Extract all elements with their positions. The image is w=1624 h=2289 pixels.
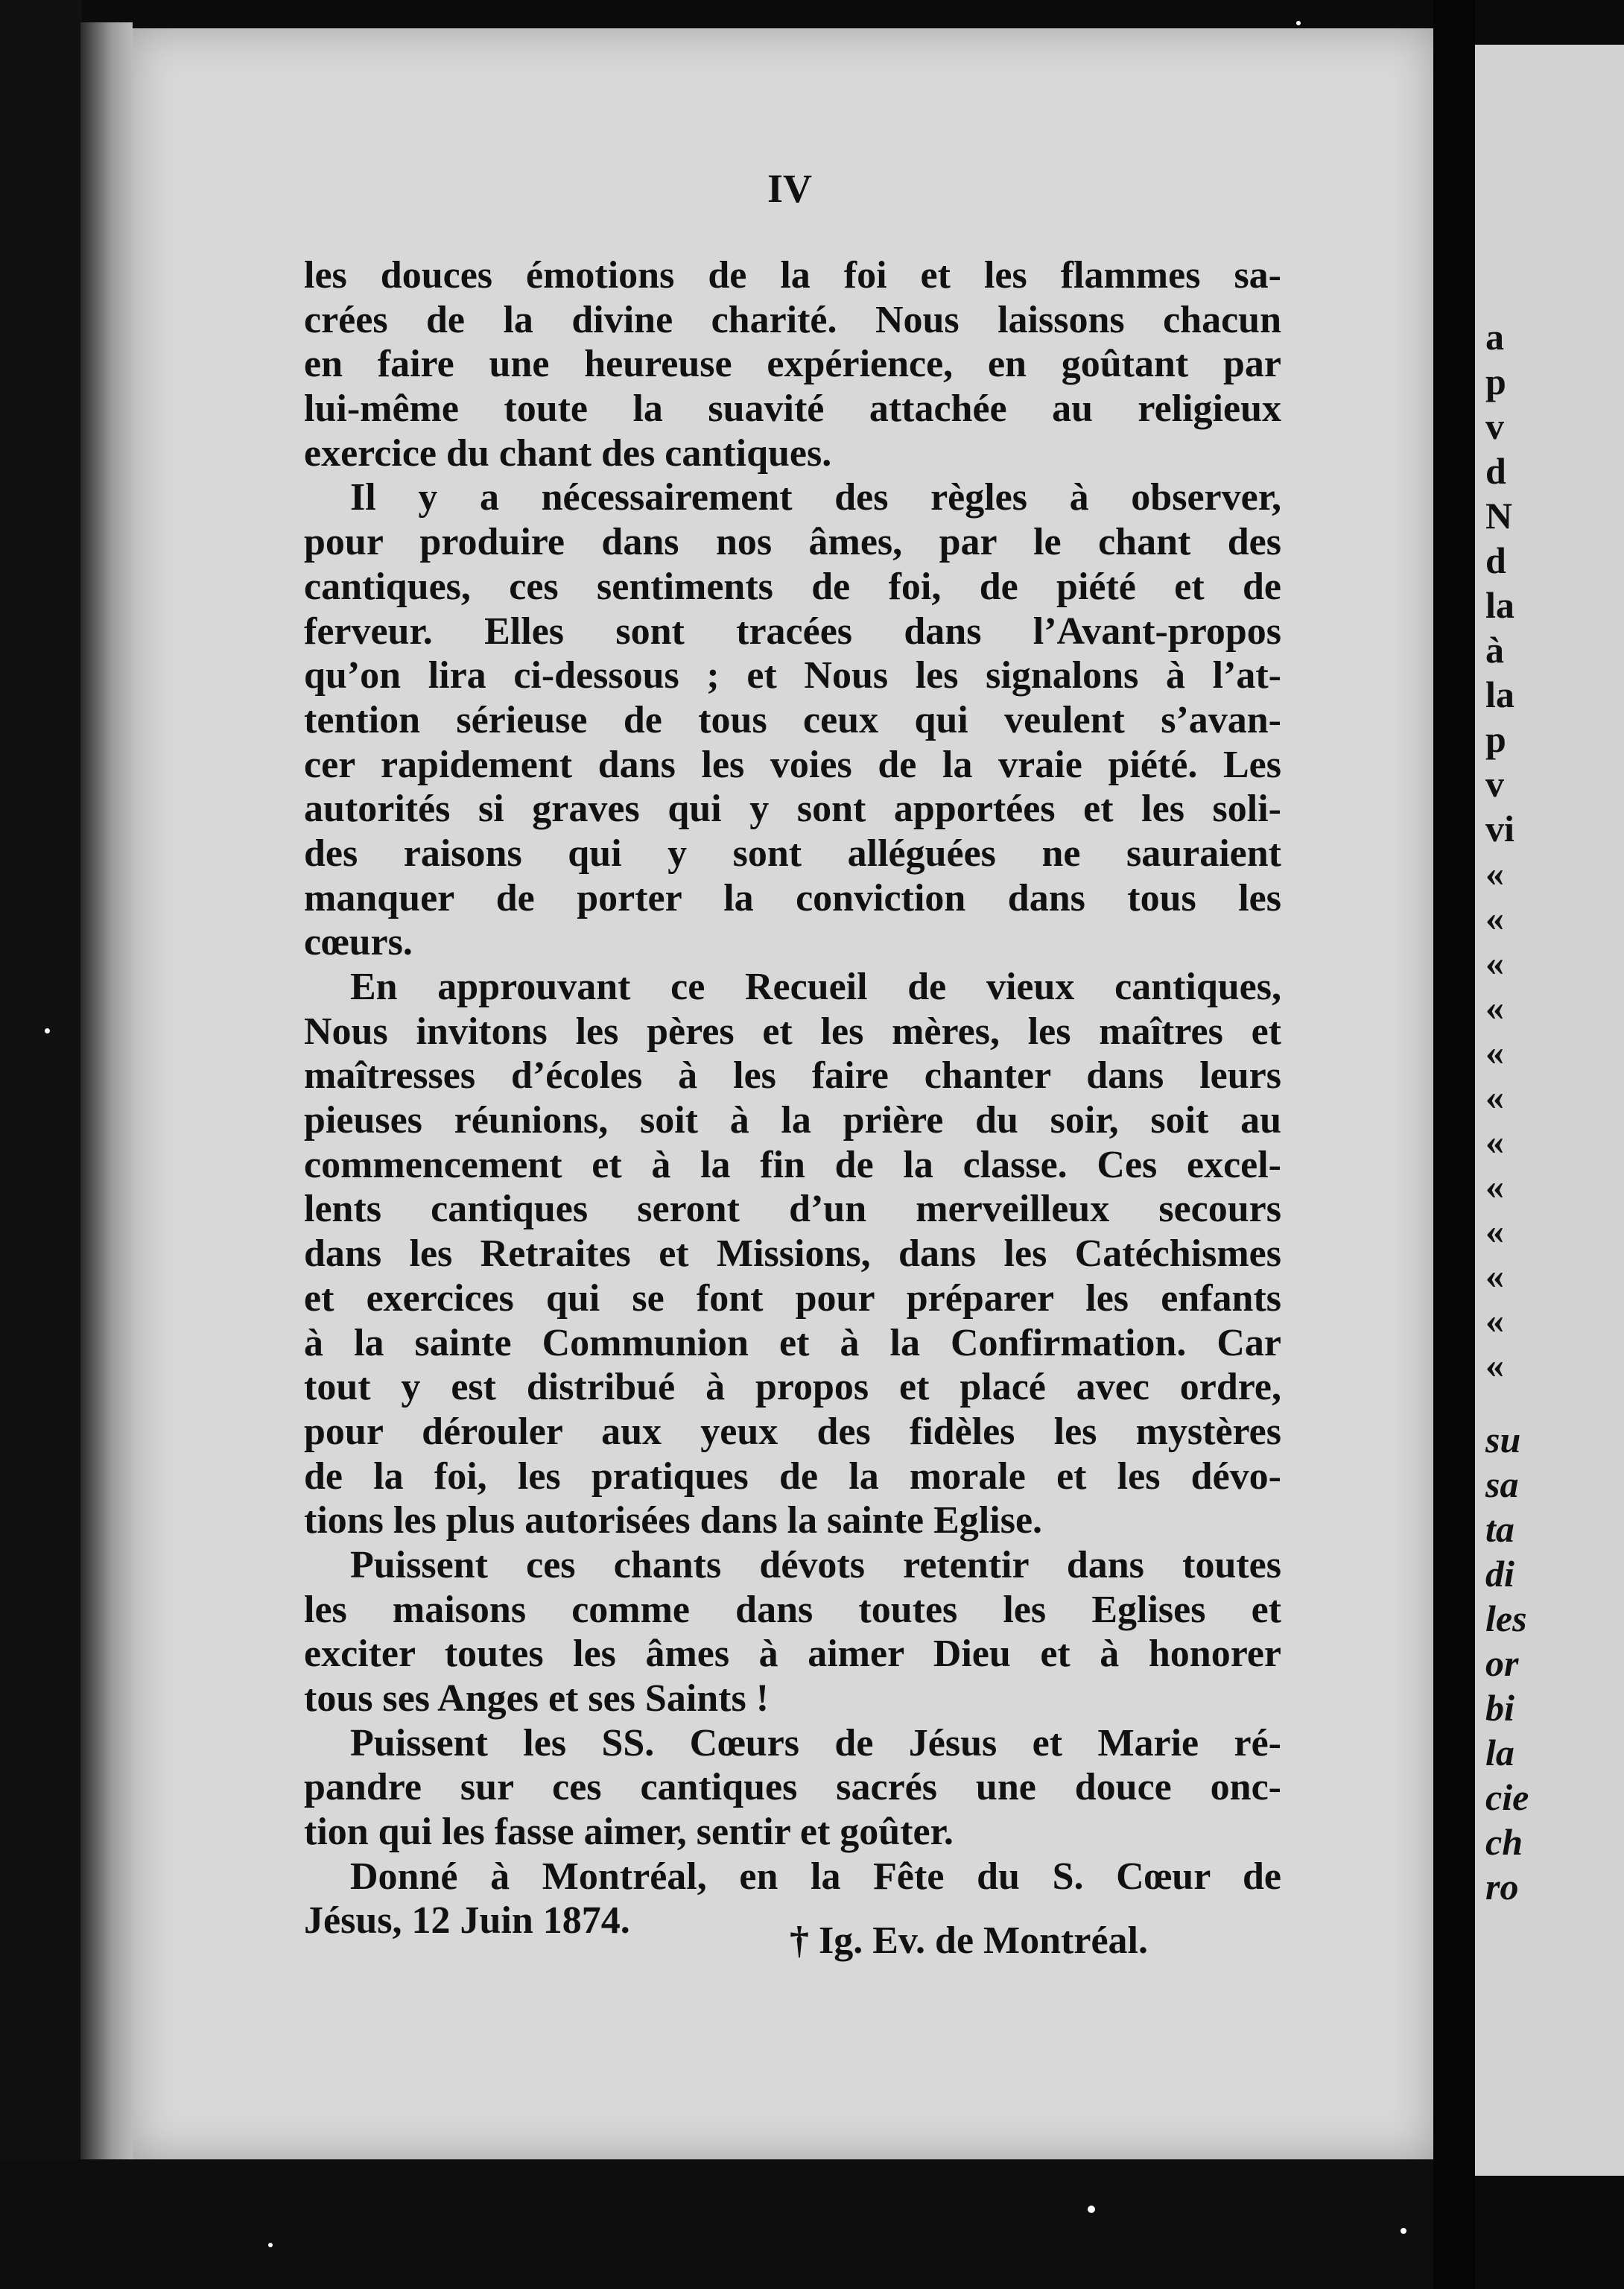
text-line: tous ses Anges et ses Saints ! xyxy=(304,1677,770,1720)
facing-italic-fragment: su xyxy=(1485,1419,1521,1460)
scan-speck xyxy=(1401,2228,1406,2234)
facing-fragment: « xyxy=(1485,1299,1504,1341)
facing-fragment: « xyxy=(1485,987,1504,1028)
text-line: pour dérouler aux yeux des fidèles les mystères xyxy=(304,1410,1281,1453)
facing-fragment: « xyxy=(1485,1121,1504,1162)
bottom-scan-border xyxy=(0,2159,1475,2289)
text-line: Donné à Montréal, en la Fête du S. Cœur de xyxy=(350,1855,1281,1898)
page-number: IV xyxy=(767,166,812,211)
facing-fragment: « xyxy=(1485,1210,1504,1252)
text-line: Il y a nécessairement des règles à observer, xyxy=(350,476,1281,519)
text-line: tout y est distribué à propos et placé avec ordre, xyxy=(304,1366,1281,1409)
text-line: tions les plus autorisées dans la sainte Eglise. xyxy=(304,1499,1043,1542)
facing-fragment: vi xyxy=(1485,808,1514,849)
facing-italic-fragment: ro xyxy=(1485,1866,1519,1908)
text-line: exciter toutes les âmes à aimer Dieu et à honorer xyxy=(304,1633,1281,1676)
facing-fragment: d xyxy=(1485,450,1506,492)
signature-line: † Ig. Ev. de Montréal. xyxy=(790,1919,1148,1962)
text-line: cœurs. xyxy=(304,921,413,964)
facing-fragment: p xyxy=(1485,361,1506,402)
scan-speck xyxy=(45,1028,50,1033)
facing-page-fragment xyxy=(1475,45,1624,2176)
text-line: Puissent les SS. Cœurs de Jésus et Marie ré- xyxy=(350,1721,1281,1764)
facing-italic-fragment: ta xyxy=(1485,1508,1514,1550)
facing-italic-fragment: ch xyxy=(1485,1821,1523,1863)
facing-italic-fragment: di xyxy=(1485,1553,1514,1595)
facing-fragment: « xyxy=(1485,1076,1504,1118)
scan-speck xyxy=(268,2243,273,2247)
text-line: lui-même toute la suavité attachée au religieux xyxy=(304,387,1281,431)
text-line: lents cantiques seront d’un merveilleux secours xyxy=(304,1188,1281,1231)
text-line: manquer de porter la conviction dans tous les xyxy=(304,876,1281,919)
facing-fragment: a xyxy=(1485,316,1504,358)
facing-fragment: « xyxy=(1485,852,1504,894)
text-line: Jésus, 12 Juin 1874. xyxy=(304,1899,630,1943)
facing-fragment: d xyxy=(1485,539,1506,581)
facing-fragment: « xyxy=(1485,1255,1504,1297)
facing-italic-fragment: bi xyxy=(1485,1687,1514,1729)
facing-italic-fragment: cie xyxy=(1485,1776,1529,1818)
page-edge xyxy=(80,22,133,2161)
facing-fragment: « xyxy=(1485,1344,1504,1386)
text-line: Puissent ces chants dévots retentir dans toutes xyxy=(350,1543,1281,1586)
book-gutter xyxy=(1433,0,1475,2289)
facing-fragment: « xyxy=(1485,897,1504,939)
facing-fragment: à xyxy=(1485,629,1504,671)
facing-fragment: la xyxy=(1485,674,1514,715)
text-line: en faire une heureuse expérience, en goûtant par xyxy=(304,343,1281,386)
text-line: tion qui les fasse aimer, sentir et goûter. xyxy=(304,1811,954,1854)
facing-fragment: « xyxy=(1485,942,1504,984)
text-line: crées de la divine charité. Nous laissons chacun xyxy=(304,298,1281,341)
facing-fragment: v xyxy=(1485,763,1504,805)
text-line: pandre sur ces cantiques sacrés une douce onc- xyxy=(304,1766,1281,1809)
text-line: à la sainte Communion et à la Confirmation. Car xyxy=(304,1321,1281,1364)
facing-italic-fragment: or xyxy=(1485,1642,1519,1684)
text-line: maîtresses d’écoles à les faire chanter dans leurs xyxy=(304,1054,1281,1098)
scan-speck xyxy=(1296,21,1301,25)
text-line: cantiques, ces sentiments de foi, de piété et de xyxy=(304,565,1281,608)
facing-italic-fragment: sa xyxy=(1485,1463,1519,1505)
text-line: autorités si graves qui y sont apportées et les soli- xyxy=(304,788,1281,831)
page-body-text xyxy=(304,253,1281,1943)
text-line: pour produire dans nos âmes, par le chant des xyxy=(304,521,1281,564)
text-line: pieuses réunions, soit à la prière du soir, soit au xyxy=(304,1099,1281,1142)
text-line: ferveur. Elles sont tracées dans l’Avant-propos xyxy=(304,610,1281,653)
facing-fragment: la xyxy=(1485,584,1514,626)
facing-fragment: v xyxy=(1485,405,1504,447)
text-line: tention sérieuse de tous ceux qui veulent s’avan- xyxy=(304,698,1281,741)
facing-fragment: « xyxy=(1485,1031,1504,1073)
facing-fragment: « xyxy=(1485,1165,1504,1207)
facing-italic-fragment: la xyxy=(1485,1732,1514,1773)
facing-italic-fragment: les xyxy=(1485,1598,1527,1639)
facing-fragment: p xyxy=(1485,718,1506,760)
text-line: les maisons comme dans toutes les Eglises et xyxy=(304,1588,1281,1631)
facing-fragment: N xyxy=(1485,495,1513,536)
text-line: les douces émotions de la foi et les flammes sa- xyxy=(304,254,1281,297)
text-line: dans les Retraites et Missions, dans les Catéchismes xyxy=(304,1232,1281,1276)
scan-speck xyxy=(1088,2206,1095,2213)
left-scan-border xyxy=(0,0,82,2289)
text-line: En approuvant ce Recueil de vieux cantiques, xyxy=(350,966,1281,1008)
text-line: de la foi, les pratiques de la morale et les dévo- xyxy=(304,1454,1281,1498)
text-line: qu’on lira ci-dessous ; et Nous les signalons à l’at- xyxy=(304,654,1281,697)
text-line: commencement et à la fin de la classe. Ces excel- xyxy=(304,1143,1281,1186)
text-line: exercice du chant des cantiques. xyxy=(304,431,832,475)
text-line: Nous invitons les pères et les mères, les maîtres et xyxy=(304,1010,1281,1053)
text-line: cer rapidement dans les voies de la vraie piété. Les xyxy=(304,743,1281,786)
text-line: des raisons qui y sont alléguées ne sauraient xyxy=(304,832,1281,875)
text-line: et exercices qui se font pour préparer les enfants xyxy=(304,1276,1281,1320)
